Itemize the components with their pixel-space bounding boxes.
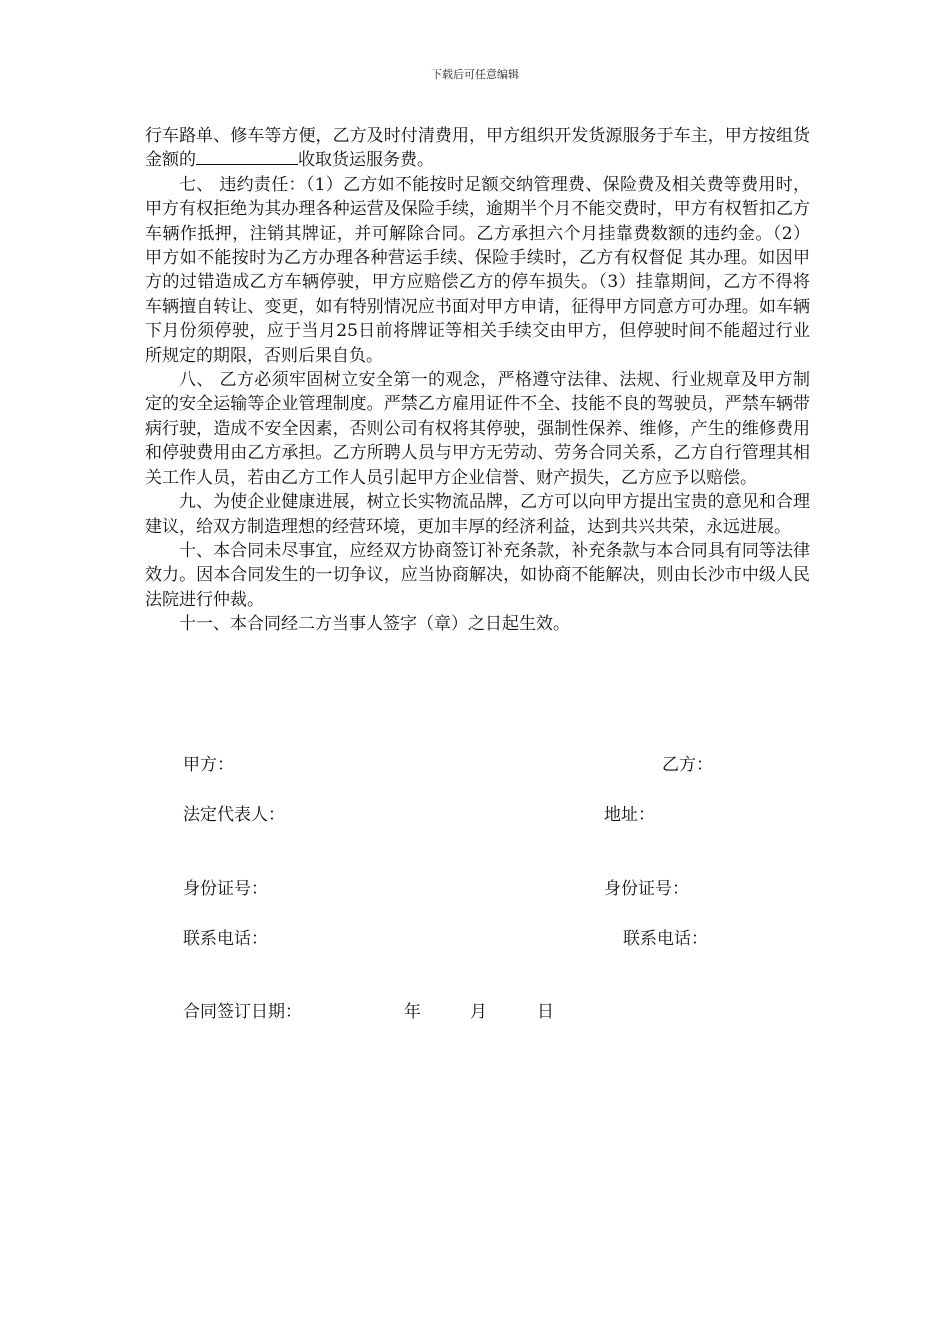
clause-11: 十一、本合同经二方当事人签字（章）之日起生效。 <box>179 614 570 635</box>
address-label: 地址： <box>604 805 655 825</box>
clause-6-continuation <box>145 124 810 173</box>
legal-representative-label: 法定代表人： <box>183 805 285 825</box>
clause-9: 九、为使企业健康进展，树立长实物流品牌，乙方可以向甲方提出宝贵的意见和合理建议，给双方制造理想的经营环境，更加丰厚的经济利益，达到共兴共荣，永远进展。 <box>145 492 810 537</box>
contract-body <box>145 124 810 637</box>
page-header: 下载后可任意编辑 <box>431 68 519 81</box>
fee-rate-blank <box>196 149 298 165</box>
clause-10: 十、本合同未尽事宜，应经双方协商签订补充条款，补充条款与本合同具有同等法律效力。因本合同发生的一切争议，应当协商解决，如协商不能解决，则由长沙市中级人民法院进行仲裁。 <box>145 540 810 610</box>
party-a-id-label: 身份证号： <box>183 879 268 899</box>
party-b-label: 乙方： <box>662 755 713 775</box>
signing-date-label: 合同签订日期： <box>183 1002 302 1022</box>
clause-8: 八、 乙方必须牢固树立安全第一的观念，严格遵守法律、法规、行业规章及甲方制定的安全运输等企业管理制度。严禁乙方雇用证件不全、技能不良的驾驶员，严禁车辆带病行驶，造成不安全因素，否则公司有权将其停驶，强制性保养、维修，产生的维修费用和停驶费用由乙方承担。乙方所聘人员与甲方无劳动、劳务合同关系，乙方自行管理其相关工作人员，若由乙方工作人员引起甲方企业信誉、财产损失，乙方应予以赔偿。 <box>145 370 810 488</box>
party-b-id-label: 身份证号： <box>604 879 689 899</box>
month-label: 月 <box>470 1002 487 1022</box>
clause-6-text-start: 行车路单、修车等方便，乙方及时付清费用，甲方组织开发货源服务于车主，甲方按组货金额的 <box>145 126 810 171</box>
party-a-label: 甲方： <box>183 755 234 775</box>
clause-7: 七、 违约责任：（1）乙方如不能按时足额交纳管理费、保险费及相关费等费用时，甲方有权拒绝为其办理各种运营及保险手续，逾期半个月不能交费时，甲方有权暂扣乙方车辆作抵押，注销其牌证，并可解除合同。乙方承担六个月挂靠费数额的违约金。（2）甲方如不能按时为乙方办理各种营运手续、保险手续时，乙方有权督促 其办理。如因甲方的过错造成乙方车辆停驶，甲方应赔偿乙方的停车损失。（3）挂靠期间，乙方不得将车辆擅自转让、变更，如有特别情况应书面对甲方申请，征得甲方同意方可办理。如车辆下月份须停驶，应于当月25日前将牌证等相关手续交由甲方，但停驶时间不能超过行业所规定的期限，否则后果自负。 <box>145 174 810 366</box>
party-b-phone-label: 联系电话： <box>623 929 708 949</box>
clause-6-text-end: 收取货运服务费。 <box>298 150 434 171</box>
year-label: 年 <box>404 1002 421 1022</box>
day-label: 日 <box>537 1002 554 1022</box>
party-a-phone-label: 联系电话： <box>183 929 268 949</box>
